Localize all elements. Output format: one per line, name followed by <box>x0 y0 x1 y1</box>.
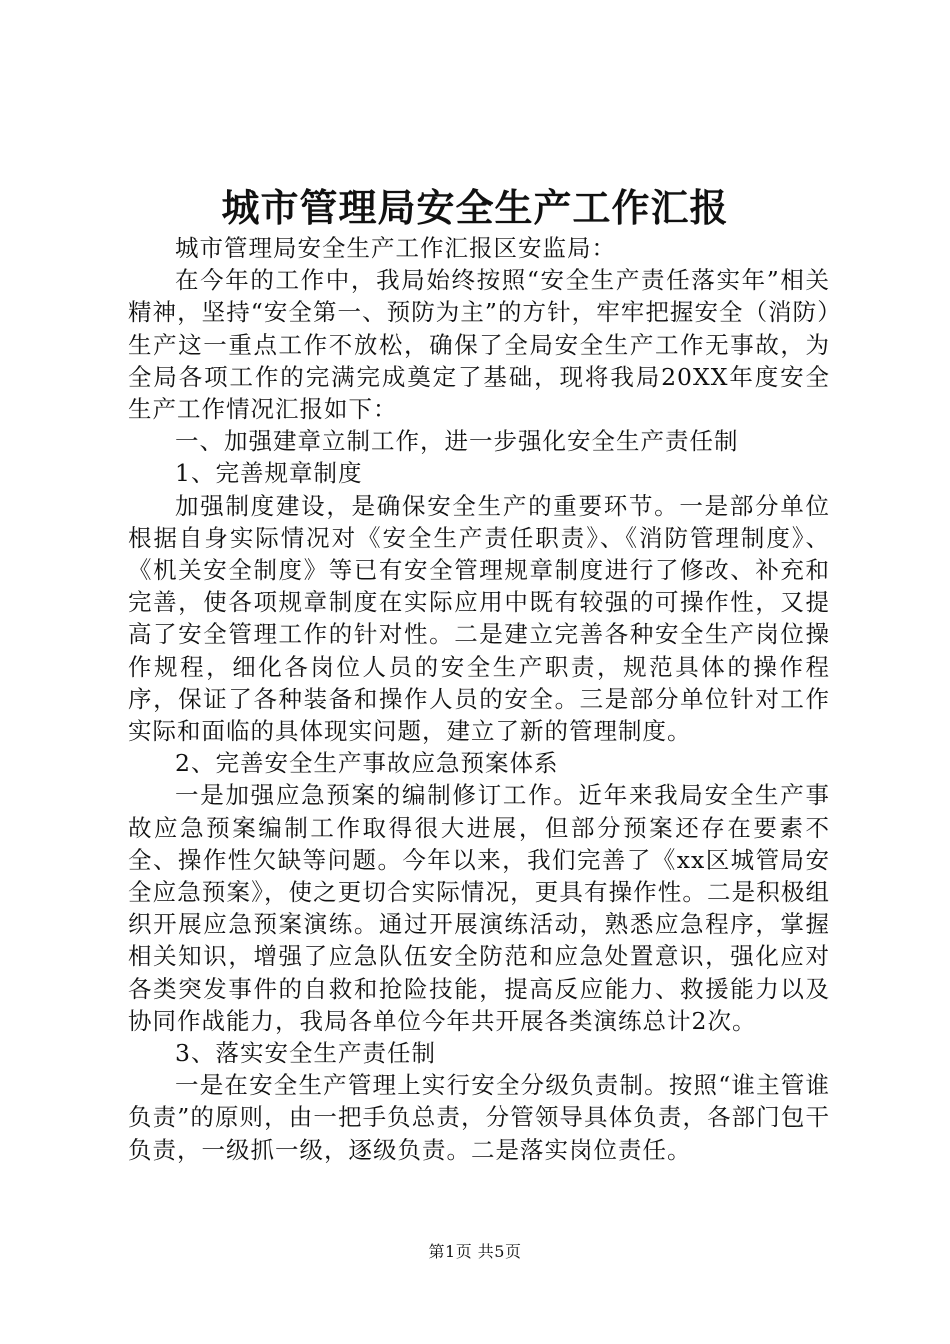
subsection-heading-1: 1、完善规章制度 <box>175 459 363 488</box>
document-body <box>128 232 830 1166</box>
paragraph-rules: 加强制度建设，是确保安全生产的重要环节。一是部分单位根据自身实际情况对《安全生产责任职责》、《消防管理制度》、《机关安全制度》等已有安全管理规章制度进行了修改、补充和完善，使各项规章制度在实际应用中既有较强的可操作性，又提高了安全管理工作的针对性。二是建立完善各种安全生产岗位操作规程，细化各岗位人员的安全生产职责，规范具体的操作程序，保证了各种装备和操作人员的安全。三是部分单位针对工作实际和面临的具体现实问题，建立了新的管理制度。 <box>128 491 830 746</box>
section-heading-1: 一、加强建章立制工作，进一步强化安全生产责任制 <box>175 427 739 456</box>
page-number-footer: 第1页 共5页 <box>428 1242 522 1261</box>
paragraph-emergency-plan: 一是加强应急预案的编制修订工作。近年来我局安全生产事故应急预案编制工作取得很大进展，但部分预案还存在要素不全、操作性欠缺等问题。今年以来，我们完善了《xx区城管局安全应急预案》，使之更切合实际情况，更具有操作性。二是积极组织开展应急预案演练。通过开展演练活动，熟悉应急程序，掌握相关知识，增强了应急队伍安全防范和应急处置意识，强化应对各类突发事件的自救和抢险技能，提高反应能力、救援能力以及协同作战能力，我局各单位今年共开展各类演练总计2次。 <box>128 781 830 1035</box>
paragraph-responsibility: 一是在安全生产管理上实行安全分级负责制。按照“谁主管谁负责”的原则，由一把手负总责，分管领导具体负责，各部门包干负责，一级抓一级，逐级负责。二是落实岗位责任。 <box>128 1071 830 1164</box>
document-title: 城市管理局安全生产工作汇报 <box>221 185 729 230</box>
subsection-heading-2: 2、完善安全生产事故应急预案体系 <box>175 749 559 778</box>
paragraph-intro: 在今年的工作中，我局始终按照“安全生产责任落实年”相关精神，坚持“安全第一、预防为主”的方针，牢牢把握安全（消防）生产这一重点工作不放松，确保了全局安全生产工作无事故，为全局各项工作的完满完成奠定了基础，现将我局20XX年度安全生产工作情况汇报如下： <box>128 266 830 424</box>
paragraph-salutation: 城市管理局安全生产工作汇报区安监局： <box>175 234 616 262</box>
subsection-heading-3: 3、落实安全生产责任制 <box>175 1039 436 1068</box>
